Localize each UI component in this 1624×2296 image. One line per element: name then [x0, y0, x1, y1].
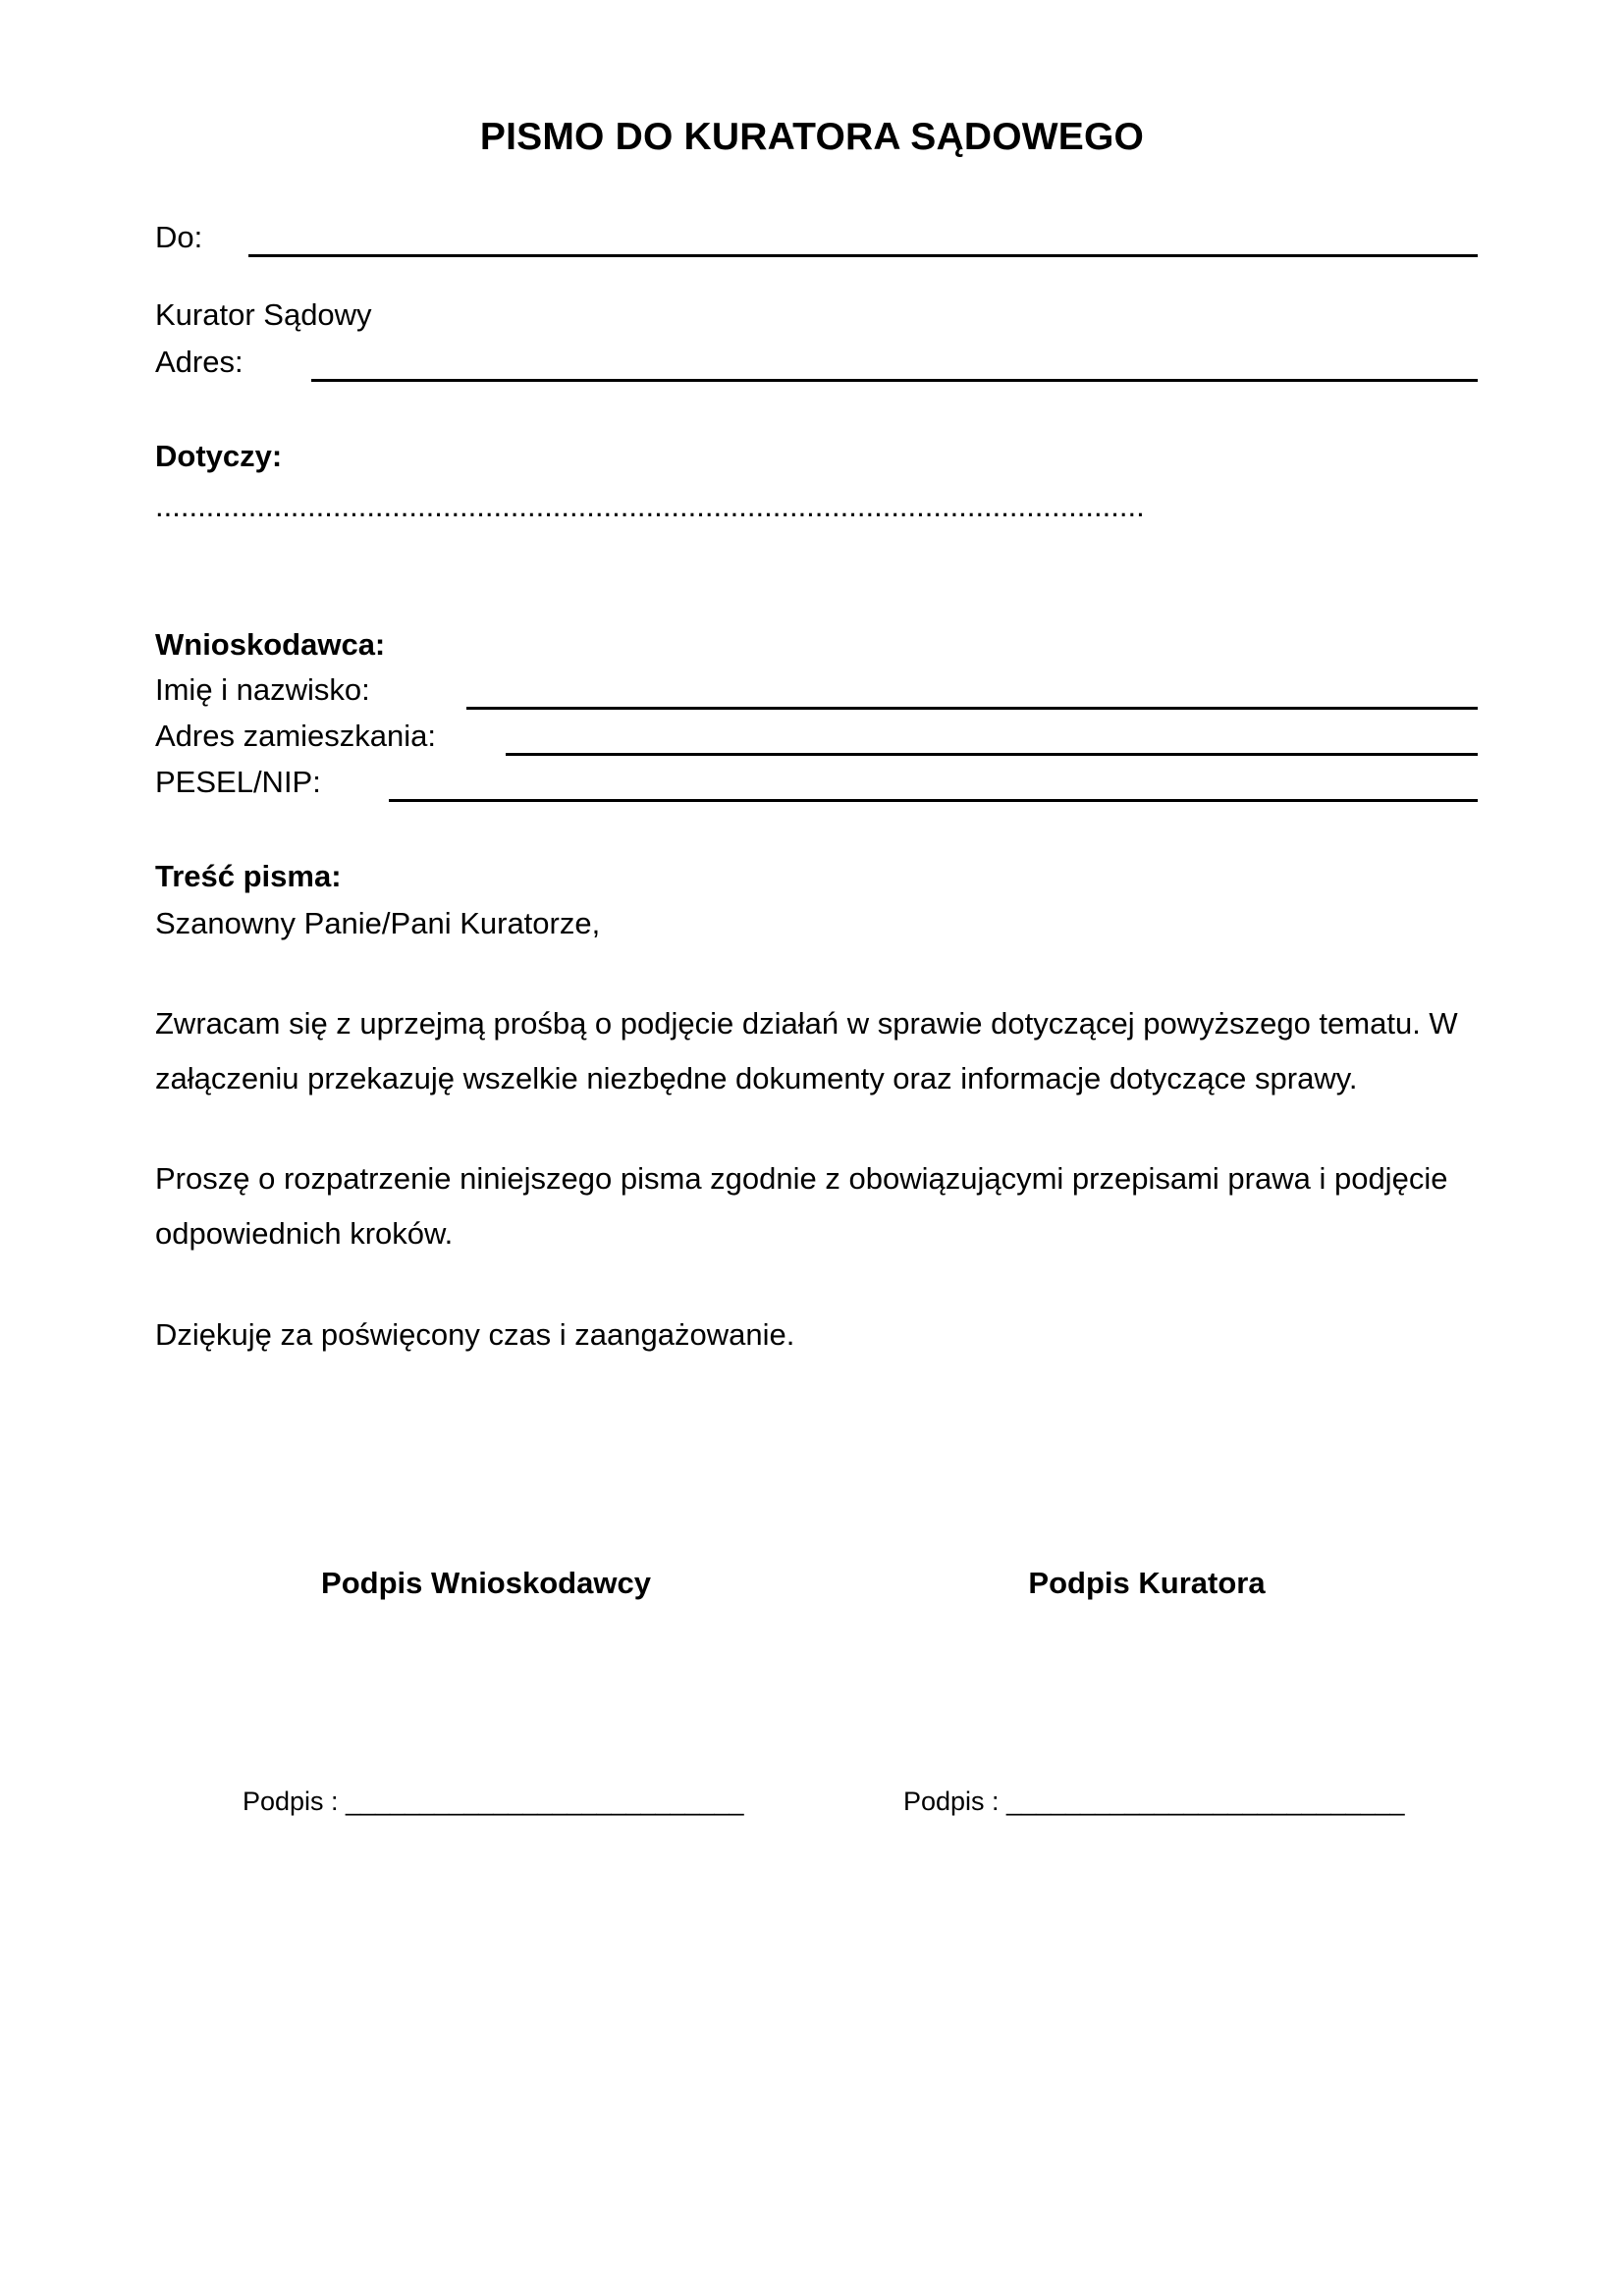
- applicant-address-label: Adres zamieszkania:: [155, 719, 437, 753]
- applicant-heading: Wnioskodawca:: [155, 627, 386, 662]
- address-field-line[interactable]: [311, 379, 1478, 382]
- document-title: PISMO DO KURATORA SĄDOWEGO: [479, 116, 1145, 158]
- to-label: Do:: [155, 220, 203, 254]
- applicant-name-label: Imię i nazwisko:: [155, 672, 370, 707]
- paragraph-1-line-2: załączeniu przekazuję wszelkie niezbędne dokumenty oraz informacje dotyczące sprawy.: [155, 1061, 1358, 1095]
- applicant-signature-line[interactable]: Podpis : ___________________________: [243, 1787, 744, 1816]
- subject-placeholder[interactable]: .....................................................................................................................: [155, 489, 1145, 523]
- body-heading: Treść pisma:: [155, 859, 342, 893]
- salutation: Szanowny Panie/Pani Kuratorze,: [155, 906, 601, 940]
- address-label: Adres:: [155, 345, 244, 379]
- curator-signature-line[interactable]: Podpis : ___________________________: [903, 1787, 1405, 1816]
- applicant-address-line[interactable]: [506, 753, 1478, 756]
- recipient-office: Kurator Sądowy: [155, 297, 372, 332]
- applicant-signature-heading: Podpis Wnioskodawcy: [321, 1566, 651, 1600]
- paragraph-2-line-2: odpowiednich kroków.: [155, 1216, 454, 1251]
- to-field-line[interactable]: [248, 254, 1478, 257]
- subject-heading: Dotyczy:: [155, 439, 283, 473]
- applicant-id-label: PESEL/NIP:: [155, 765, 321, 799]
- applicant-name-line[interactable]: [466, 707, 1478, 710]
- closing-line: Dziękuję za poświęcony czas i zaangażowanie.: [155, 1317, 795, 1352]
- curator-signature-heading: Podpis Kuratora: [1028, 1566, 1266, 1600]
- applicant-id-line[interactable]: [389, 799, 1478, 802]
- paragraph-2-line-1: Proszę o rozpatrzenie niniejszego pisma zgodnie z obowiązującymi przepisami prawa i podjęcie: [155, 1161, 1448, 1196]
- paragraph-1-line-1: Zwracam się z uprzejmą prośbą o podjęcie działań w sprawie dotyczącej powyższego tematu. W: [155, 1006, 1458, 1041]
